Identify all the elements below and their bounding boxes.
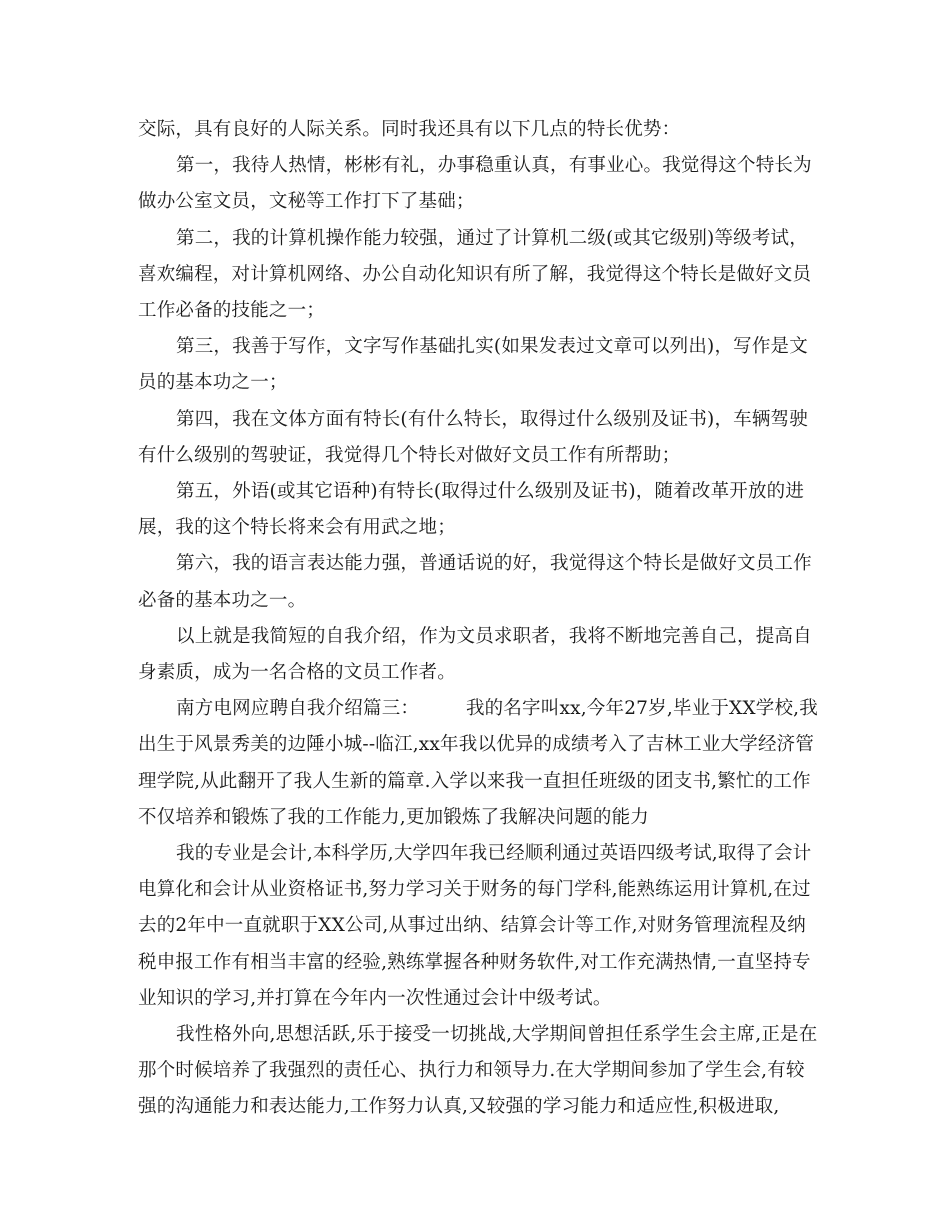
paragraph-1: 交际，具有良好的人际关系。同时我还具有以下几点的特长优势： xyxy=(138,119,681,140)
paragraph-8: 以上就是我简短的自我介绍，作为文员求职者，我将不断地完善自己，提高自身素质，成为一名合格的文员工作者。 xyxy=(138,625,812,684)
paragraph-11: 我性格外向,思想活跃,乐于接受一切挑战,大学期间曾担任系学生会主席,正是在那个时候培养了我强烈的责任心、执行力和领导力.在大学期间参加了学生会,有较强的沟通能力和表达能力,工作努力认真,又较强的学习能力和适应性,积极进取, xyxy=(138,1024,818,1118)
paragraph-3: 第二，我的计算机操作能力较强，通过了计算机二级(或其它级别)等级考试，喜欢编程，对计算机网络、办公自动化知识有所了解，我觉得这个特长是做好文员工作必备的技能之一； xyxy=(138,227,812,322)
paragraph-5: 第四，我在文体方面有特长(有什么特长，取得过什么级别及证书)，车辆驾驶有什么级别的驾驶证，我觉得几个特长对做好文员工作有所帮助； xyxy=(138,408,808,466)
paragraph-6: 第五，外语(或其它语种)有特长(取得过什么级别及证书)，随着改革开放的进展，我的这个特长将来会有用武之地； xyxy=(138,481,805,539)
paragraph-2: 第一，我待人热情，彬彬有礼，办事稳重认真，有事业心。我觉得这个特长为做办公室文员，文秘等工作打下了基础； xyxy=(138,155,812,213)
paragraph-7: 第六，我的语言表达能力强，普通话说的好，我觉得这个特长是做好文员工作必备的基本功之一。 xyxy=(138,553,812,611)
paragraph-10: 我的专业是会计,本科学历,大学四年我已经顺利通过英语四级考试,取得了会计电算化和会计从业资格证书,努力学习关于财务的每门学科,能熟练运用计算机,在过去的2年中一直就职于XX公司,从事过出纳、结算会计等工作,对财务管理流程及纳税申报工作有相当丰富的经验,熟练掌握各种财务软件,对工作充满热情,一直坚持专业知识的学习,并打算在今年内一次性通过会计中级考试。 xyxy=(138,843,812,1009)
paragraph-9: 南方电网应聘自我介绍篇三： 我的名字叫xx,今年27岁,毕业于XX学校,我出生于风景秀美的边陲小城--临江,xx年我以优异的成绩考入了吉林工业大学经济管理学院,从此翻开了我人生新的篇章.入学以来我一直担任班级的团支书,繁忙的工作不仅培养和锻炼了我的工作能力,更加锻炼了我解决问题的能力 xyxy=(138,698,818,828)
paragraph-4: 第三，我善于写作，文字写作基础扎实(如果发表过文章可以列出)，写作是文员的基本功之一； xyxy=(138,336,808,394)
document-body xyxy=(138,112,818,1126)
